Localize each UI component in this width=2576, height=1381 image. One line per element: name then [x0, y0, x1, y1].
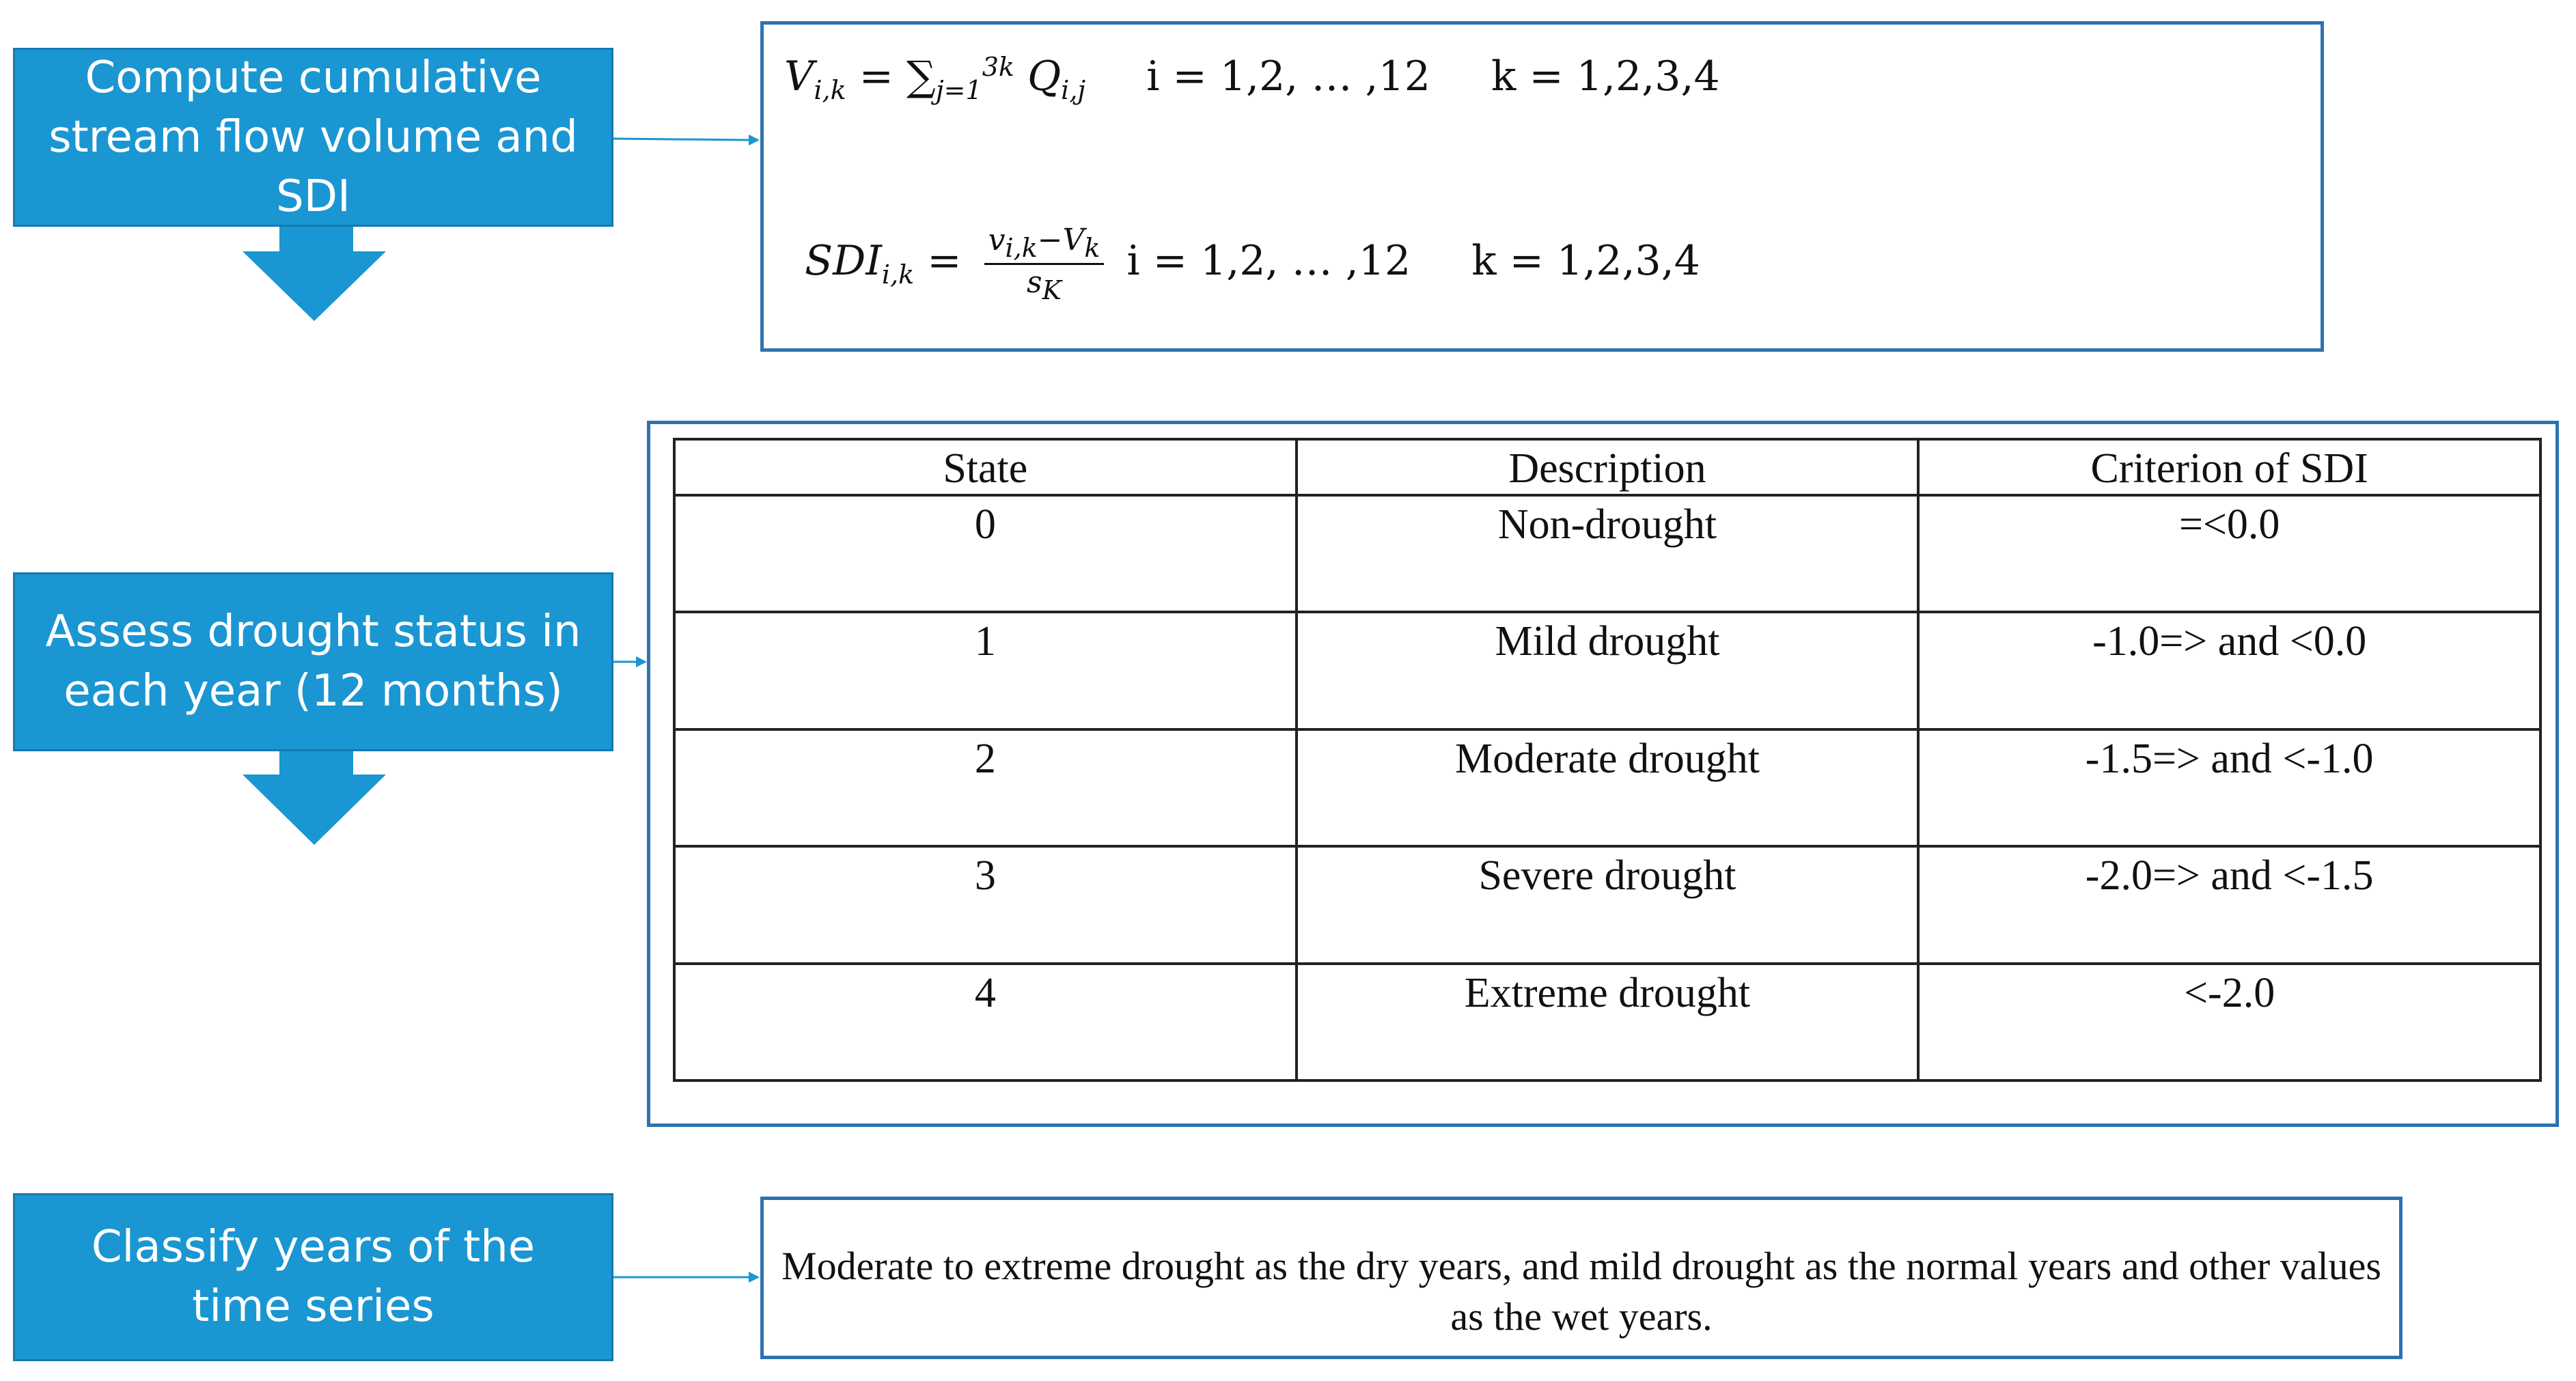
formula1-lhs: V: [784, 53, 814, 100]
table-header-row: [674, 439, 2540, 495]
connector-arrowhead-icon-1: [749, 135, 760, 145]
cell-state: 3: [674, 846, 1297, 963]
formula1-lhs-sub: i,k: [814, 75, 846, 105]
header-criterion: Criterion of SDI: [1918, 439, 2540, 495]
classification-box: [760, 1197, 2402, 1359]
sdi-formula: [805, 223, 1700, 305]
formula1-range-k: k = 1,2,3,4: [1491, 53, 1720, 100]
table-row: [674, 964, 2540, 1080]
formula1-equals: =: [846, 53, 907, 100]
formula1-sum-sup: 3k: [982, 52, 1014, 82]
classification-text: Moderate to extreme drought as the dry years, and mild drought as the normal years and other values as the wet years.: [781, 1244, 2381, 1339]
sum-symbol: ∑: [906, 53, 936, 100]
step-classify-label: Classify years of the time series: [91, 1222, 536, 1332]
cell-state: 2: [674, 729, 1297, 846]
cell-state: 4: [674, 964, 1297, 1080]
cumulative-volume-formula: [784, 52, 1720, 105]
step-compute-label: Compute cumulative stream flow volume and SDI: [49, 52, 578, 222]
down-arrow-icon-2: [243, 751, 386, 845]
cell-criterion: -2.0=> and <-1.5: [1918, 846, 2540, 963]
formula1-term-sub: i,j: [1061, 75, 1086, 105]
formula2-range-k: k = 1,2,3,4: [1471, 236, 1700, 285]
cell-description: Moderate drought: [1297, 729, 1919, 846]
table-row: [674, 729, 2540, 846]
cell-criterion: -1.0=> and <0.0: [1918, 612, 2540, 729]
sdi-denominator: $s_K$: [1027, 264, 1062, 305]
cell-state: 1: [674, 612, 1297, 729]
header-description: Description: [1297, 439, 1919, 495]
table-row: [674, 495, 2540, 612]
cell-criterion: =<0.0: [1918, 495, 2540, 612]
connector-arrowhead-icon-2: [636, 656, 647, 667]
formula2-lhs: SDI: [805, 236, 882, 285]
formula1-range-i: i = 1,2, … ,12: [1146, 53, 1430, 100]
drought-table-box: [647, 421, 2559, 1127]
formula-box: [760, 21, 2324, 352]
cell-description: Non-drought: [1297, 495, 1919, 612]
table-row: [674, 612, 2540, 729]
formula2-equals: =: [914, 236, 975, 285]
table-row: [674, 846, 2540, 963]
cell-state: 0: [674, 495, 1297, 612]
cell-description: Extreme drought: [1297, 964, 1919, 1080]
cell-description: Mild drought: [1297, 612, 1919, 729]
sdi-fraction: [984, 223, 1105, 305]
header-state: State: [674, 439, 1297, 495]
connector-line-1: [613, 139, 750, 140]
cell-criterion: <-2.0: [1918, 964, 2540, 1080]
sdi-numerator: $v_{i,k}-V_k$: [984, 223, 1105, 265]
drought-state-table: [673, 438, 2542, 1082]
formula1-sum-sub: j=1: [935, 75, 982, 105]
formula2-range-i: i = 1,2, … ,12: [1126, 236, 1411, 285]
connector-arrowhead-icon-3: [749, 1272, 760, 1283]
formula2-lhs-sub: i,k: [881, 259, 915, 290]
cell-criterion: -1.5=> and <-1.0: [1918, 729, 2540, 846]
cell-description: Severe drought: [1297, 846, 1919, 963]
down-arrow-icon-1: [243, 227, 386, 321]
formula1-term: Q: [1027, 53, 1062, 100]
step-assess-label: Assess drought status in each year (12 months): [45, 606, 581, 716]
